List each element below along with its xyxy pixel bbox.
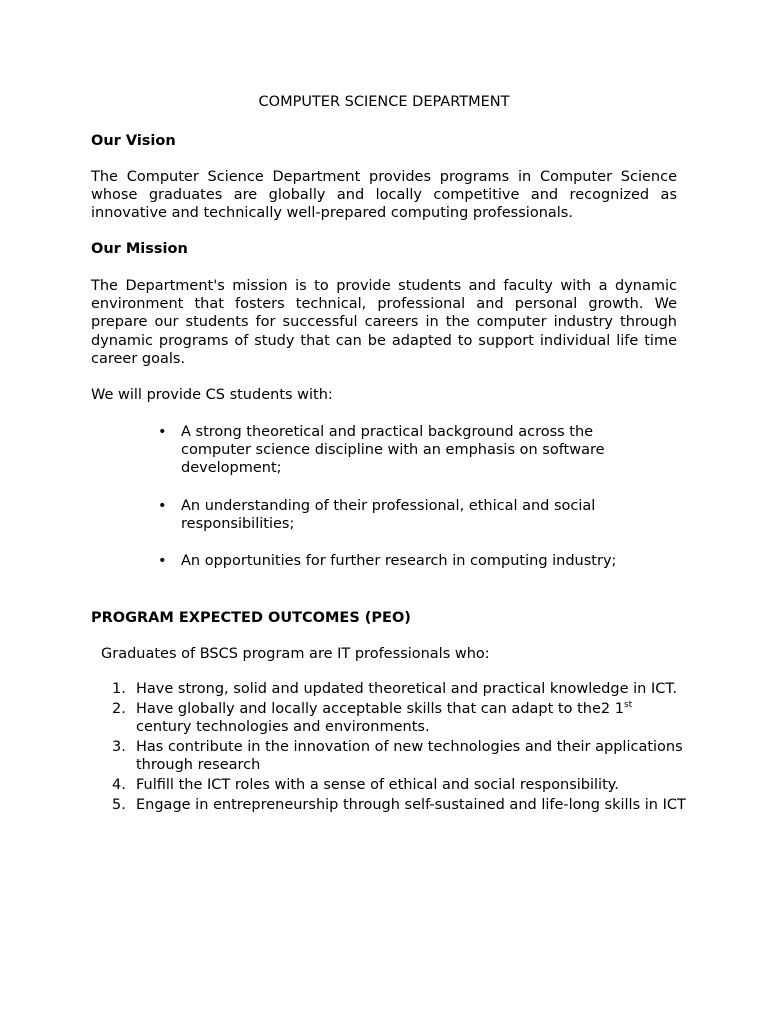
list-number: 5.	[112, 796, 126, 813]
list-item-text: Has contribute in the innovation of new technologies and their applications through research	[136, 738, 683, 774]
list-item	[107, 776, 687, 794]
provide-intro: We will provide CS students with:	[91, 387, 333, 403]
list-item	[107, 738, 687, 775]
list-number: 1.	[112, 681, 126, 697]
ordinal-suffix: st	[623, 699, 633, 710]
list-item	[155, 552, 635, 570]
bullet-icon: •	[158, 424, 167, 440]
list-number: 4.	[112, 776, 126, 793]
vision-paragraph: The Computer Science Department provides programs in Computer Science whose graduates are globally and locally competitive and recognized as innovative and technically well-prepared computing professionals.	[91, 169, 677, 222]
list-item-text-part: Have globally and locally acceptable skills that can adapt to the2 1	[136, 700, 624, 717]
list-item-text: A strong theoretical and practical background across the computer science discipline with an emphasis on software development;	[181, 424, 605, 477]
vision-heading: Our Vision	[91, 133, 176, 149]
page-title: COMPUTER SCIENCE DEPARTMENT	[258, 94, 510, 110]
peo-intro: Graduates of BSCS program are IT professionals who:	[101, 646, 490, 662]
mission-heading: Our Mission	[91, 241, 188, 257]
mission-paragraph: The Department's mission is to provide students and faculty with a dynamic environment that fosters technical, professional and personal growth. We prepare our students for successful careers in the computer industry through dynamic programs of study that can be adapted to support individual life time career goals.	[91, 278, 677, 367]
list-item-text: Have strong, solid and updated theoretical and practical knowledge in ICT.	[136, 681, 678, 697]
bullet-icon: •	[158, 553, 167, 570]
list-item	[107, 700, 687, 737]
list-item	[155, 423, 635, 478]
list-number: 2.	[112, 700, 126, 717]
list-number: 3.	[112, 738, 126, 755]
mission-bullet-list	[155, 423, 635, 589]
list-item-text-part: century technologies and environments.	[136, 719, 430, 736]
list-item	[107, 796, 687, 814]
bullet-icon: •	[158, 497, 167, 514]
list-item-text	[136, 701, 632, 735]
list-item	[155, 497, 635, 533]
peo-heading: PROGRAM EXPECTED OUTCOMES (PEO)	[91, 610, 411, 626]
list-item-text: An understanding of their professional, ethical and social responsibilities;	[181, 497, 596, 532]
list-item	[107, 680, 687, 698]
peo-outcome-list	[107, 680, 687, 816]
list-item-text: Fulfill the ICT roles with a sense of ethical and social responsibility.	[136, 776, 619, 793]
list-item-text: An opportunities for further research in computing industry;	[181, 553, 617, 570]
list-item-text: Engage in entrepreneurship through self-sustained and life-long skills in ICT	[136, 796, 686, 813]
